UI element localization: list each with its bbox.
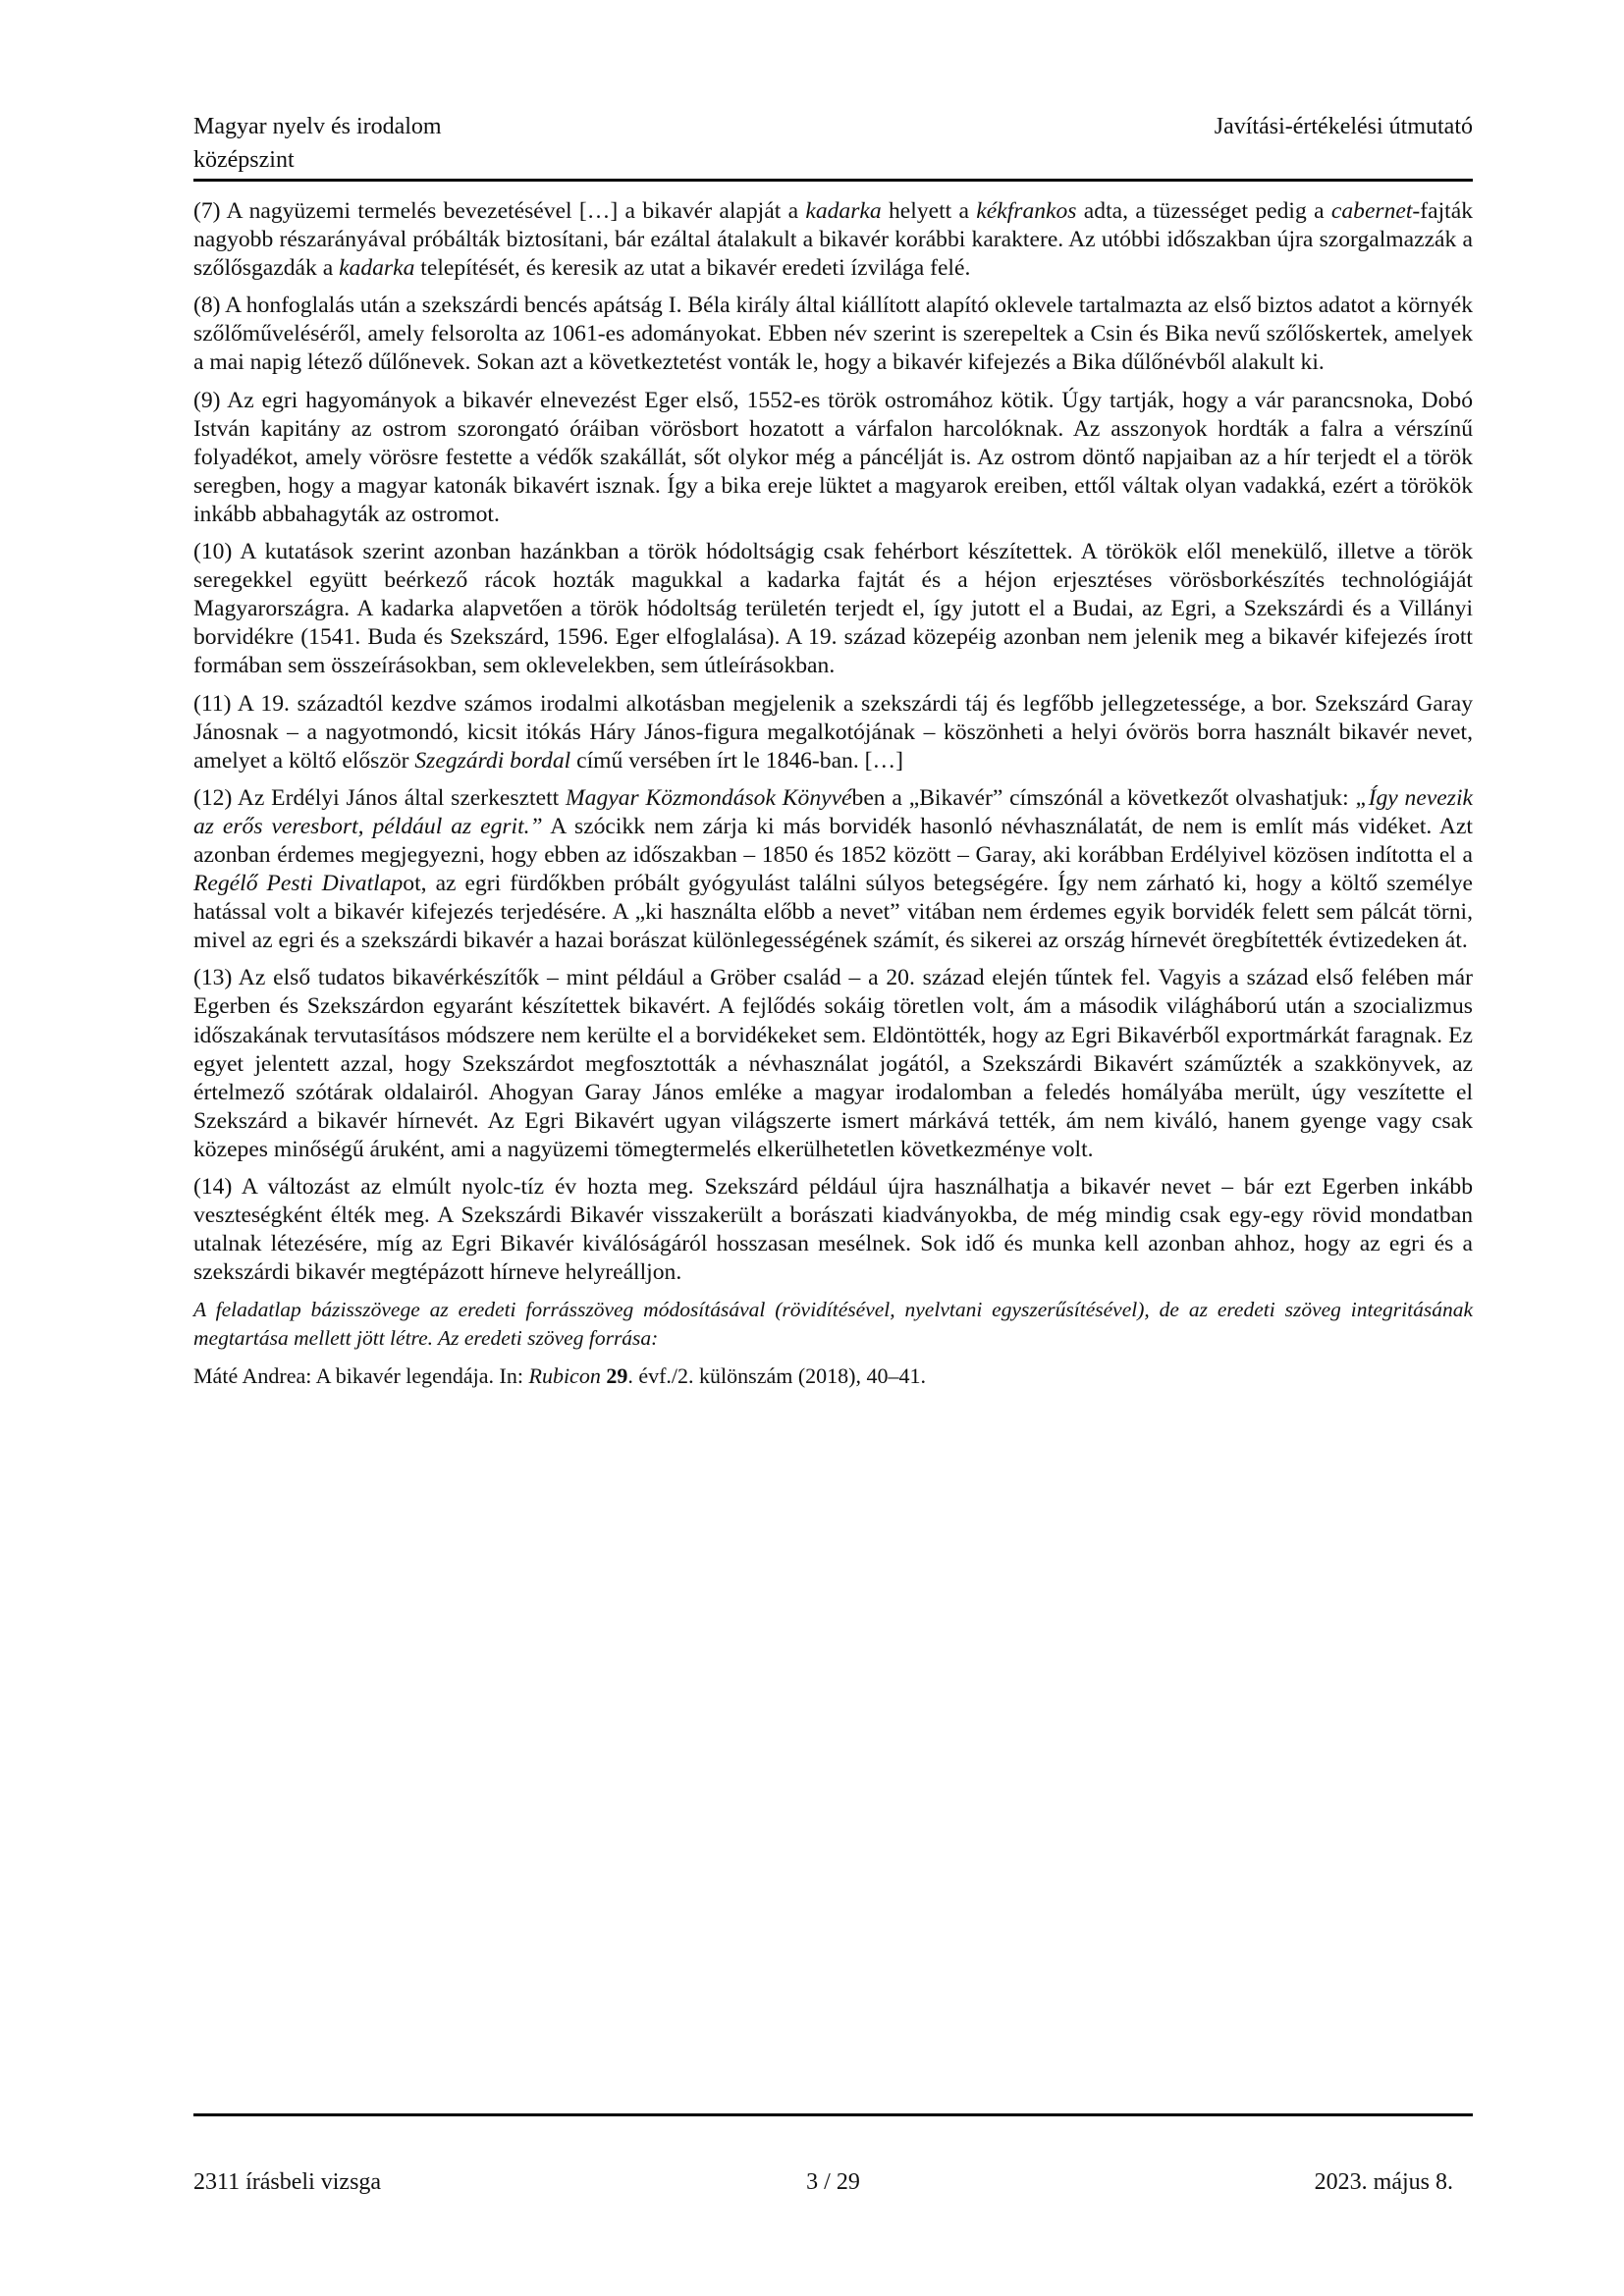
level-label: középszint bbox=[193, 147, 295, 173]
paragraph-number: (11) bbox=[193, 690, 232, 717]
paragraph bbox=[193, 1173, 1473, 1287]
doc-type-label: Javítási-értékelési útmutató bbox=[1214, 114, 1473, 139]
citation-volume: 29 bbox=[606, 1363, 628, 1389]
paragraph bbox=[193, 784, 1473, 956]
paragraph bbox=[193, 387, 1473, 529]
page-number: 3 / 29 bbox=[806, 2169, 860, 2195]
italic-text: kékfrankos bbox=[976, 198, 1077, 224]
footer-divider bbox=[193, 2113, 1473, 2116]
paragraph bbox=[193, 964, 1473, 1164]
italic-text: „Így nevezik az erős veresbort, például az egrit.” bbox=[193, 784, 1473, 839]
italic-text: Magyar Közmondások Könyvé bbox=[566, 784, 852, 811]
paragraph-text: ot, az egri fürdőkben próbált gyógyulást találni súlyos betegségére. Így nem zárható ki, hogy a költő személye hatással volt a bikavér kifejezés terjedésére. A „ki használta előbb a nevet” vitában nem érdemes egyik borvidék felett sem pálcát törni, mivel az egri és a szekszárdi bikavér a hazai borászat különlegességének számít, és sikerei az ország hírnevét öregbítették évtizedeken át. bbox=[193, 871, 1473, 954]
citation-author-title: Máté Andrea: A bikavér legendája. In: bbox=[193, 1363, 529, 1389]
paragraph-text: A 19. századtól kezdve számos irodalmi alkotásban megjelenik a szekszárdi táj és legfőbb jellegzetessége, a bor. Szekszárd Garay Jánosnak – a nagyotmondó, kicsit itókás Háry János-figura megalkotójának – köszönheti a helyi óvörös borra használt bikavér nevet, amelyet a költő először bbox=[193, 690, 1473, 774]
paragraph bbox=[193, 197, 1473, 283]
paragraph-number: (8) bbox=[193, 293, 221, 319]
paragraph-text: A változást az elmúlt nyolc-tíz év hozta meg. Szekszárd például újra használhatja a bikavér nevet – bár ezt Egerben inkább veszteségként élték meg. A Szekszárdi Bikavér visszakerült a borászati kiadványokba, de még mindig csak egy-egy rövid mondatban utalnak létezésére, míg az Egri Bikavér kiválóságáról hosszasan mesélnek. Sok idő és munka kell azonban ahhoz, hogy az egri és a szekszárdi bikavér megtépázott hírneve helyreálljon. bbox=[193, 1174, 1473, 1286]
paragraph-number: (7) bbox=[193, 198, 221, 224]
paragraph-text: Az Erdélyi János által szerkesztett bbox=[232, 784, 567, 811]
exam-date: 2023. május 8. bbox=[1314, 2169, 1453, 2195]
page-header bbox=[193, 110, 1473, 177]
paragraph-number: (13) bbox=[193, 965, 233, 991]
citation bbox=[193, 1362, 1473, 1390]
subject-title: Magyar nyelv és irodalom bbox=[193, 114, 442, 139]
italic-text: Szegzárdi bordal bbox=[414, 747, 571, 774]
paragraph-text: Az egri hagyományok a bikavér elnevezést Eger első, 1552-es török ostromához kötik. Úgy tartják, hogy a vár parancsnoka, Dobó István kapitány az ostrom szorongató óráiban vörösbort hozatott a várfalon harcolóknak. Az asszonyok hordták a falra a vérszínű folyadékot, amely vörösre festette a védők szakállát, sőt olykor még a páncélját is. Az ostrom döntő napjaiban az a hír terjedt el a török seregben, hogy a magyar katonák bikavért isznak. Így a bika ereje lüktet a magyarok ereiben, ettől váltak olyan vadakká, ezért a törökök inkább abbahagyták az ostromot. bbox=[193, 387, 1473, 527]
italic-text: Regélő Pesti Divatlap bbox=[193, 871, 404, 897]
paragraph-text: telepítését, és keresik az utat a bikavér eredeti ízvilága felé. bbox=[414, 255, 971, 282]
header-divider bbox=[193, 179, 1473, 182]
paragraph-list bbox=[193, 197, 1473, 1287]
paragraph-text: A nagyüzemi termelés bevezetésével […] a bikavér alapját a bbox=[220, 198, 806, 224]
citation-rest: . évf./2. különszám (2018), 40–41. bbox=[627, 1363, 926, 1389]
paragraph bbox=[193, 538, 1473, 680]
italic-text: cabernet bbox=[1330, 198, 1413, 224]
citation-journal: Rubicon bbox=[528, 1363, 601, 1389]
paragraph-text: Az első tudatos bikavérkészítők – mint például a Gröber család – a 20. század elején tűntek fel. Vagyis a század első felében már Egerben és Szekszárdon egyaránt készítettek bikavért. A fejlődés sokáig töretlen volt, ám a második világháború után a szocializmus időszakának tervutasításos módszere nem kerülte el a borvidékeket sem. Eldöntötték, hogy az Egri Bikavérből exportmárkát faragnak. Ez egyet jelentett azzal, hogy Szekszárdot megfosztották a névhasználat jogától, a Szekszárdi Bikavért száműzték a szakkönyvek, az értelmező szótárak oldalairól. Ahogyan Garay János emléke a magyar irodalomban a feledés homályába merült, úgy veszítette el Szekszárd a bikavér hírnevét. Az Egri Bikavért ugyan világszerte ismert márkává tették, ám nem kiváló, hanem gyenge vagy csak közepes minőségű áruként, ami a nagyüzemi tömegtermelés elkerülhetetlen következménye volt. bbox=[193, 965, 1473, 1162]
article-body bbox=[193, 197, 1473, 1399]
paragraph-text: adta, a tüzességet pedig a bbox=[1076, 198, 1331, 224]
paragraph-number: (14) bbox=[193, 1174, 233, 1200]
paragraph-text: A szócikk nem zárja ki más borvidék hasonló névhasználatát, de nem is említ más vidéket. Azt azonban érdemes megjegyezni, hogy ebben az időszakban – 1850 és 1852 között – Garay, aki korábban Erdélyivel közösen indította el a bbox=[193, 813, 1473, 868]
paragraph-text: című versében írt le 1846-ban. […] bbox=[570, 747, 903, 774]
paragraph-text: A kutatások szerint azonban hazánkban a török hódoltságig csak fehérbort készítettek. A törökök elől menekülő, illetve a török seregekkel együtt beérkező rácok hozták magukkal a kadarka fajtát és a héjon erjesztéses vörösborkészítés technológiáját Magyarországra. A kadarka alapvetően a török hódoltság területén terjedt el, így jutott el a Budai, az Egri, a Szekszárdi és a Villányi borvidékre (1541. Buda és Szekszárd, 1596. Eger elfoglalása). A 19. század közepéig azonban nem jelenik meg a bikavér kifejezés írott formában sem összeírásokban, sem oklevelekben, sem útleírásokban. bbox=[193, 539, 1473, 679]
paragraph-number: (12) bbox=[193, 784, 233, 811]
paragraph-text: A honfoglalás után a szekszárdi bencés apátság I. Béla király által kiállított alapító oklevele tartalmazta az első biztos adatot a környék szőlőműveléséről, amely felsorolta az 1061-es adományokat. Ebben név szerint is szerepeltek a Csin és Bika nevű szőlőskertek, amelyek a mai napig létező dűlőnevek. Sokan azt a következtetést vonták le, hogy a bikavér kifejezés a Bika dűlőnévből alakult ki. bbox=[193, 293, 1473, 376]
paragraph-text: -fajták nagyobb részarányával próbálták biztosítani, bár ezáltal átalakult a bikavér korábbi karaktere. Az utóbbi időszakban újra szorgalmazzák a szőlősgazdák a bbox=[193, 198, 1473, 282]
paragraph bbox=[193, 292, 1473, 377]
source-note: A feladatlap bázisszövege az eredeti forrásszöveg módosításával (rövidítésével, nyelvtani egyszerűsítésével), de az eredeti szöveg integritásának megtartása mellett jött létre. Az eredeti szöveg forrása: bbox=[193, 1298, 1473, 1351]
paragraph-number: (9) bbox=[193, 387, 221, 413]
exam-code: 2311 írásbeli vizsga bbox=[193, 2169, 382, 2195]
italic-text: kadarka bbox=[339, 255, 415, 282]
paragraph-text: helyett a bbox=[881, 198, 977, 224]
paragraph-number: (10) bbox=[193, 539, 233, 565]
paragraph-text: ben a „Bikavér” címszónál a következőt olvashatjuk: bbox=[851, 784, 1356, 811]
paragraph bbox=[193, 690, 1473, 775]
italic-text: kadarka bbox=[805, 198, 882, 224]
